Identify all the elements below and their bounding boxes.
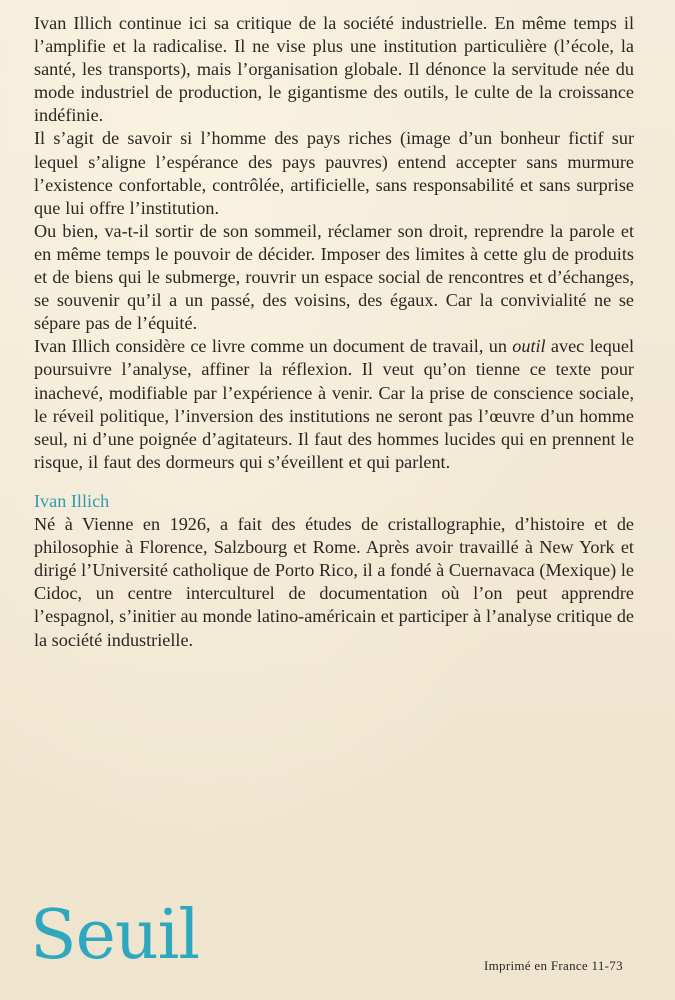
paragraph-4 bbox=[34, 335, 634, 474]
paragraph-4-emphasis: outil bbox=[512, 336, 546, 357]
author-name: Ivan Illich bbox=[34, 491, 110, 511]
paragraph-3: Ou bien, va-t-il sortir de son sommeil, réclamer son droit, reprendre la parole et en même temps le pouvoir de décider. Imposer des limites à cette glu de produits et de biens qui le submerge, rouvrir un espace social de rencontres et d’échanges, se souvenir qu’il a un passé, des voisins, des égaux. Car la convivialité ne se sépare pas de l’équité. bbox=[34, 220, 634, 334]
paragraph-2: Il s’agit de savoir si l’homme des pays riches (image d’un bonheur fictif sur lequel s’aligne l’espérance des pays pauvres) entend accepter sans murmure l’existence confortable, contrôlée, artificielle, sans responsabilité et sans surprise que lui offre l’institution. bbox=[34, 128, 634, 218]
paragraph-1: Ivan Illich continue ici sa critique de la société industrielle. En même temps il l’amplifie et la radicalise. Il ne vise plus une institution particulière (l’école, la santé, les transports), mais l’organisation globale. Il dénonce la servitude née du mode industriel de production, le gigantisme des outils, le culte de la croissance indéfinie. bbox=[34, 13, 634, 126]
publisher-logo: Seuil bbox=[30, 896, 200, 975]
imprint-line: Imprimé en France 11-73 bbox=[484, 958, 623, 973]
author-bio bbox=[34, 490, 634, 652]
paragraph-4-end: avec lequel poursuivre l’analyse, affiner la réflexion. Il veut qu’on tienne ce texte pour inachevé, modifiable par l’expérience à venir. Car la prise de conscience sociale, le réveil politique, l’inversion des institutions ne seront pas l’œuvre d’un homme seul, ni d’une poignée d’agitateurs. Il faut des hommes lucides qui en prennent le risque, il faut des dormeurs qui s’éveillent et qui parlent. bbox=[34, 336, 635, 472]
author-bio-text: Né à Vienne en 1926, a fait des études de cristallographie, d’histoire et de philosophie à Florence, Salzbourg et Rome. Après avoir travaillé à New York et dirigé l’Université catholique de Porto Rico, il a fondé à Cuernavaca (Mexique) le Cidoc, un centre interculturel de documentation où l’on peut apprendre l’espagnol, s’initier au monde latino-américain et participer à l’analyse critique de la société industrielle. bbox=[34, 514, 634, 650]
paragraph-4-start: Ivan Illich considère ce livre comme un document de travail, un bbox=[34, 336, 513, 357]
blurb-text bbox=[34, 12, 634, 474]
